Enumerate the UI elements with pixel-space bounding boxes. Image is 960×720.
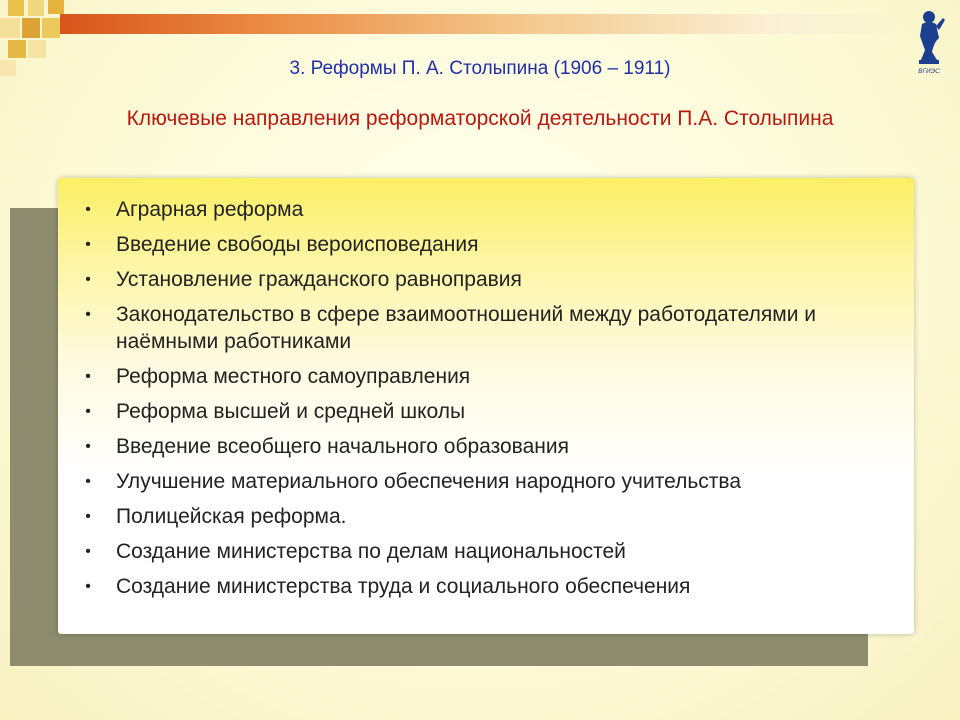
list-item xyxy=(82,503,882,530)
mosaic-square xyxy=(22,18,40,38)
bullet-icon: • xyxy=(85,368,91,385)
list-item xyxy=(82,301,882,355)
slide-subtitle: 3. Реформы П. А. Столыпина (1906 – 1911) xyxy=(289,58,671,79)
list-item xyxy=(82,266,882,293)
bullet-icon: • xyxy=(85,403,91,420)
list-item xyxy=(82,433,882,460)
list-item-text: Введение свободы вероисповедания xyxy=(116,233,479,256)
slide-title: Ключевые направления реформаторской деятельности П.А. Столыпина xyxy=(126,107,834,130)
list-item-text: Реформа высшей и средней школы xyxy=(116,400,466,423)
mosaic-square xyxy=(48,0,64,14)
mosaic-square xyxy=(8,40,26,58)
list-item-text: Законодательство в сфере взаимоотношений между работодателями и наёмными работниками xyxy=(116,303,817,353)
mosaic-square xyxy=(42,18,60,38)
mosaic-square xyxy=(0,18,20,38)
list-item xyxy=(82,538,882,565)
mosaic-square xyxy=(28,40,46,58)
reforms-card xyxy=(58,178,914,634)
list-item-text: Полицейская реформа. xyxy=(116,505,347,528)
list-item xyxy=(82,573,882,600)
bullet-icon: • xyxy=(85,578,91,595)
list-item-text: Установление гражданского равноправия xyxy=(116,268,522,291)
bullet-icon: • xyxy=(85,543,91,560)
decorative-gradient-bar xyxy=(60,14,900,34)
bullet-icon: • xyxy=(85,236,91,253)
list-item xyxy=(82,196,882,223)
list-item xyxy=(82,468,882,495)
mosaic-square xyxy=(28,0,44,16)
bullet-icon: • xyxy=(85,508,91,525)
reforms-list xyxy=(82,196,882,608)
list-item-text: Создание министерства по делам национальностей xyxy=(116,540,626,563)
list-item-text: Создание министерства труда и социального обеспечения xyxy=(116,575,691,598)
bullet-icon: • xyxy=(85,438,91,455)
mosaic-square xyxy=(8,0,24,16)
list-item xyxy=(82,363,882,390)
list-item-text: Аграрная реформа xyxy=(116,198,304,221)
list-item-text: Улучшение материального обеспечения народного учительства xyxy=(116,470,742,493)
list-item-text: Введение всеобщего начального образования xyxy=(116,435,569,458)
list-item xyxy=(82,231,882,258)
bullet-icon: • xyxy=(85,271,91,288)
bullet-icon: • xyxy=(85,473,91,490)
logo-text: ВГИЭС xyxy=(918,68,940,75)
list-item-text: Реформа местного самоуправления xyxy=(116,365,471,388)
bullet-icon: • xyxy=(85,201,91,218)
list-item xyxy=(82,398,882,425)
bullet-icon: • xyxy=(85,306,91,323)
